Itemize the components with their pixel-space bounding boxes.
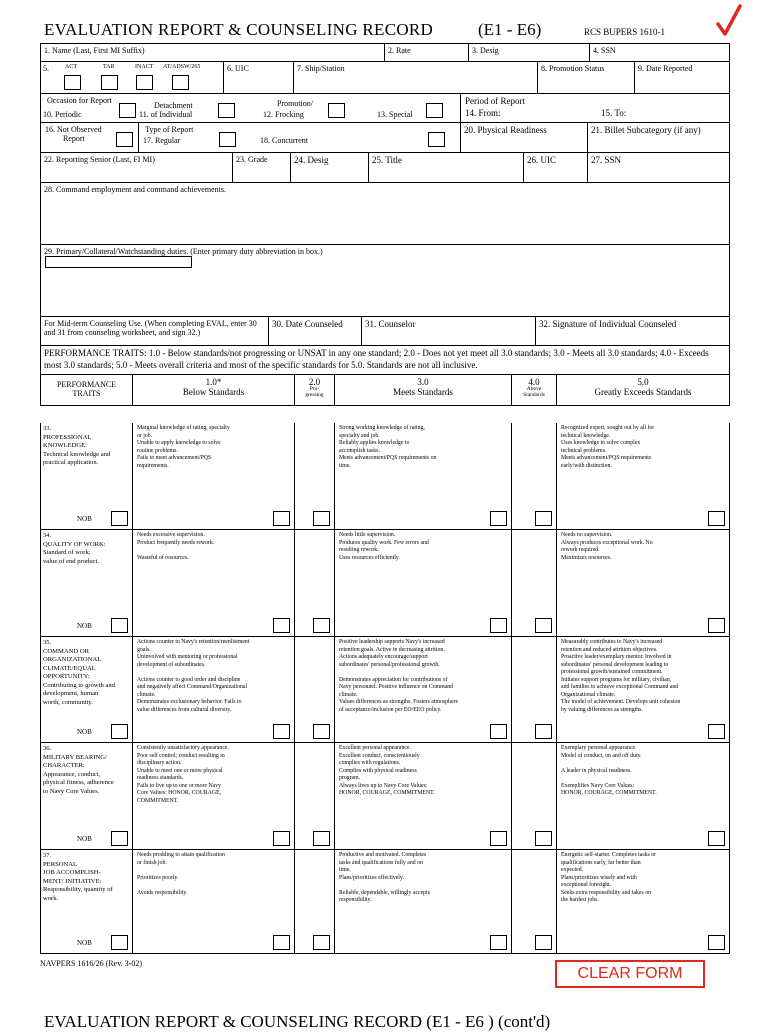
tar-label: TAR (103, 64, 115, 70)
atadsw-checkbox[interactable] (172, 75, 189, 90)
trait-grade-cell (511, 637, 556, 742)
trait-name: 34. QUALITY OF WORK: Standard of work; value of end product. (43, 532, 106, 565)
concurrent-checkbox[interactable] (428, 132, 445, 147)
below-standards-header (132, 375, 294, 405)
promotion-label-1: Promotion/ (277, 99, 314, 108)
trait-standard-text: Strong working knowledge of rating, specialty and job. Reliably applies knowledge to accomplish tasks. Meets advancement/PQS requirements on time. (339, 425, 437, 469)
midterm-note (41, 317, 268, 345)
physical-readiness-field[interactable] (460, 123, 587, 152)
grade-checkbox[interactable] (708, 618, 725, 633)
row-type (41, 123, 729, 153)
c4-num: 4.0 (528, 377, 540, 387)
nob-label: NOB (77, 515, 92, 523)
trait-grade-cell (132, 423, 294, 529)
date-reported-field[interactable] (634, 62, 729, 93)
uic-label: 6. UIC (227, 64, 249, 73)
reporting-senior-label: 22. Reporting Senior (Last, FI MI) (44, 155, 155, 164)
grade-checkbox[interactable] (273, 618, 290, 633)
grade-checkbox[interactable] (535, 935, 552, 950)
grade-checkbox[interactable] (708, 511, 725, 526)
detachment-label-2: 11. of Individual (139, 110, 193, 119)
row-reporting-senior (41, 153, 729, 183)
trait-grade-cell (511, 743, 556, 849)
signature-label: 32. Signature of Individual Counseled (539, 319, 677, 329)
occasion-label: Occasion for Report (47, 96, 112, 105)
desig-field[interactable] (468, 44, 589, 61)
trait-grade-cell (556, 423, 729, 529)
detachment-label-1: Detachment (154, 101, 193, 110)
row-occasion (41, 94, 729, 123)
trait-grade-cell (511, 423, 556, 529)
trait-standard-text: Excellent personal appearance. Excellent conduct, conscientiously complies with regulations. Complies with physical readiness program. Always lives up to Navy Core Values: HONOR, COURAGE, COMMITMENT. (339, 745, 435, 797)
grade-checkbox[interactable] (273, 511, 290, 526)
ssn-field[interactable] (589, 44, 729, 61)
billet-subcategory-label: 21. Billet Subcategory (if any) (591, 125, 701, 135)
c1-num: 1.0* (205, 377, 222, 387)
counselor-field[interactable] (361, 317, 535, 345)
traits-column-header (41, 375, 132, 405)
c4-label: Above Standards (523, 386, 545, 398)
form-title-code: (E1 - E6) (478, 20, 542, 39)
period-label: Period of Report (465, 96, 525, 106)
row-name (41, 44, 729, 62)
ship-station-field[interactable] (293, 62, 537, 93)
not-observed-label: 16. Not Observed (45, 125, 102, 134)
grade-checkbox[interactable] (273, 935, 290, 950)
date-counseled-label: 30. Date Counseled (272, 319, 343, 329)
special-label: 13. Special (377, 110, 413, 119)
trait-standard-text: Recognized expert, sought out by all for technical knowledge. Uses knowledge to solve complex technical problems. Meets advancement/PQS requirements early/with distinction. (561, 425, 655, 469)
trait-grade-cell (556, 850, 729, 953)
special-checkbox[interactable] (426, 103, 443, 118)
trait-standard-text: Consistently unsatisfactory appearance. Poor self control; conduct resulting in disciplinary action. Unable to meet one or more physical readiness standards. Fails to live up to one or more Navy Core Values: HONOR, COURAGE, COMMITMENT. (137, 745, 229, 804)
trait-standard-text: Needs prodding to attain qualification or finish job. Prioritizes poorly. Avoids responsibility. (137, 852, 225, 896)
trait-grade-cell (511, 850, 556, 953)
uic-field[interactable] (223, 62, 293, 93)
rs-uic-label: 26. UIC (527, 155, 556, 165)
trait-grade-cell (132, 530, 294, 636)
primary-duties-cell (41, 245, 729, 316)
row-counseling (41, 317, 729, 346)
grade-checkbox[interactable] (313, 935, 330, 950)
trait-name-cell (41, 423, 132, 529)
trait-row (41, 743, 729, 850)
regular-label: 17. Regular (143, 136, 181, 145)
grade-checkbox[interactable] (273, 724, 290, 739)
rate-field[interactable] (384, 44, 468, 61)
rcs-number: RCS BUPERS 1610-1 (584, 27, 666, 37)
trait-standard-text: Productive and motivated. Completes tasks and qualifications fully and on time. Plans/prioritizes effectively. Reliable, dependable, willingly accepts responsibility. (339, 852, 430, 904)
trait-standard-text: Marginal knowledge of rating, specialty or job. Unable to apply knowledge to solve routine problems. Fails to meet advancement/PQS requirements. (137, 425, 230, 469)
trait-standard-text: Energetic self-starter. Completes tasks or qualifications early, far better than expected. Plans/prioritizes wisely and with exceptional foresight. Seeks extra responsibility and takes on the hardest jobs. (561, 852, 657, 904)
promotion-label-2: 12. Frocking (263, 110, 304, 119)
performance-legend-text: PERFORMANCE TRAITS: 1.0 - Below standards/not progressing or UNSAT in any one standard; 2.0 - Does not yet meet all 3.0 standards; 3.0 - Meets all 3.0 standards; 4.0 - Exceeds most 3.0 standards; 5.0 - Meets overall criteria and most of the specific standards for 5.0. Standards are not all inclusive. (44, 348, 709, 370)
nob-checkbox[interactable] (111, 831, 128, 846)
ship-station-label: 7. Ship/Station (297, 64, 345, 73)
c3-num: 3.0 (417, 377, 429, 387)
trait-grade-cell (556, 637, 729, 742)
rs-desig-label: 24. Desig (294, 155, 329, 165)
grade-checkbox[interactable] (708, 724, 725, 739)
trait-grade-cell (294, 850, 334, 953)
physical-readiness-label: 20. Physical Readiness (464, 125, 547, 135)
next-page-title: EVALUATION REPORT & COUNSELING RECORD (E1 - E6 ) (cont'd) (44, 1012, 551, 1031)
periodic-checkbox[interactable] (119, 103, 136, 118)
not-observed-checkbox[interactable] (116, 132, 133, 147)
trait-name-cell (41, 637, 132, 742)
from-label: 14. From: (465, 108, 501, 118)
midterm-label: For Mid-term Counseling Use. (When completing EVAL, enter 30 and 31 from counseling worksheet, and sign 32.) (44, 319, 257, 338)
grade-checkbox[interactable] (490, 724, 507, 739)
promotion-status-label: 8. Promotion Status (541, 64, 605, 73)
detachment-checkbox[interactable] (218, 103, 235, 118)
c5-label: Greatly Exceeds Standards (594, 387, 692, 397)
primary-duty-abbrev-box[interactable] (45, 256, 192, 268)
c3-label: Meets Standards (393, 387, 453, 397)
trait-header-row (41, 375, 729, 406)
trait-row (41, 850, 729, 953)
progressing-header (294, 375, 334, 405)
trait-grade-cell (334, 637, 511, 742)
trait-grade-cell (511, 530, 556, 636)
grade-checkbox[interactable] (490, 511, 507, 526)
meets-standards-header (334, 375, 511, 405)
trait-name: 37. PERSONAL JOB ACCOMPLISH- MENT/ INITIATIVE: Responsibility, quantity of work. (43, 852, 113, 902)
inact-checkbox[interactable] (136, 75, 153, 90)
trait-grade-cell (334, 743, 511, 849)
nob-label: NOB (77, 939, 92, 947)
grade-checkbox[interactable] (313, 618, 330, 633)
trait-grade-cell (294, 423, 334, 529)
nob-label: NOB (77, 835, 92, 843)
trait-name: 35. COMMAND OR ORGANIZATIONAL CLIMATE/EQUAL OPPORTUNITY: Contributing to growth and development, human worth, community. (43, 639, 115, 706)
to-label: 15. To: (601, 108, 627, 118)
grade-checkbox[interactable] (490, 831, 507, 846)
trait-standard-text: Measurably contributes to Navy's increased retention and reduced attrition objectives. Proactive leader/exemplary mentor. Involved in subordinates' personal development leading to professional growth/sustained commitment. Initiates support programs for military, civilian, and families to achieve exceptional Command and Organizational climate. The model of achievement. Develops unit cohesion by valuing differences as strengths. (561, 639, 681, 713)
rs-title-field[interactable] (368, 153, 523, 182)
command-employment-field[interactable] (41, 183, 729, 245)
nob-checkbox[interactable] (111, 724, 128, 739)
primary-duties-label: 29. Primary/Collateral/Watchstanding duties. (Enter primary duty abbreviation in box.) (44, 247, 323, 256)
grade-checkbox[interactable] (708, 935, 725, 950)
trait-grade-cell (294, 743, 334, 849)
date-reported-label: 9. Date Reported (638, 64, 693, 73)
grade-checkbox[interactable] (313, 511, 330, 526)
reporting-senior-field[interactable] (41, 153, 232, 182)
act-checkbox[interactable] (64, 75, 81, 90)
trait-row (41, 637, 729, 743)
trait-standard-text: Exemplary personal appearance. Model of conduct, on and off duty. A leader in physical readiness. Exemplifies Navy Core Values: HONOR, COURAGE, COMMITMENT. (561, 745, 657, 797)
rs-ssn-label: 27. SSN (591, 155, 622, 165)
rs-desig-field[interactable] (290, 153, 368, 182)
trait-standard-text: Needs little supervision. Produces quality work. Few errors and resulting rework. Uses resources efficiently. (339, 532, 429, 561)
type-of-report (138, 123, 460, 152)
grade-checkbox[interactable] (708, 831, 725, 846)
not-observed-report-label: Report (63, 134, 85, 143)
duty-status-label: 5. (43, 64, 49, 73)
name-field[interactable] (41, 44, 384, 61)
greatly-exceeds-header (556, 375, 729, 405)
nob-checkbox[interactable] (111, 935, 128, 950)
c5-num: 5.0 (637, 377, 649, 387)
grade-checkbox[interactable] (313, 724, 330, 739)
red-check-icon (716, 4, 742, 38)
grade-checkbox[interactable] (535, 724, 552, 739)
nob-checkbox[interactable] (111, 511, 128, 526)
clear-form-button[interactable]: CLEAR FORM (555, 960, 705, 988)
promotion-status-field[interactable] (537, 62, 634, 93)
traits-header-2: TRAITS (72, 389, 101, 398)
ssn-label: 4. SSN (593, 46, 616, 55)
frocking-checkbox[interactable] (328, 103, 345, 118)
trait-grade-cell (294, 530, 334, 636)
periodic-label: 10. Periodic (43, 110, 82, 119)
counselor-label: 31. Counselor (365, 319, 416, 329)
primary-duties-field[interactable] (41, 245, 729, 317)
occasion-for-report (41, 94, 460, 122)
trait-standard-text: Needs excessive supervision. Product frequently needs rework. Wasteful of resources. (137, 532, 215, 561)
trait-name-cell (41, 743, 132, 849)
c2-num: 2.0 (308, 377, 321, 387)
grade-checkbox[interactable] (490, 618, 507, 633)
c2-label: Pro- gressing (305, 386, 324, 398)
above-standards-header (511, 375, 556, 405)
concurrent-label: 18. Concurrent (260, 136, 308, 145)
rs-title-label: 25. Title (372, 155, 403, 165)
nob-label: NOB (77, 622, 92, 630)
trait-grade-cell (132, 637, 294, 742)
trait-grade-cell (556, 743, 729, 849)
period-of-report[interactable] (460, 94, 729, 122)
admin-blocks (40, 43, 730, 406)
form-number: NAVPERS 1616/26 (Rev. 3-02) (40, 959, 143, 968)
not-observed (41, 123, 138, 152)
act-label: ACT (65, 64, 77, 70)
name-label: 1. Name (Last, First MI Suffix) (44, 46, 145, 55)
trait-row (41, 423, 729, 530)
regular-checkbox[interactable] (219, 132, 236, 147)
grade-field[interactable] (232, 153, 290, 182)
type-of-report-label: Type of Report (145, 125, 194, 134)
grade-checkbox[interactable] (313, 831, 330, 846)
command-employment-cell (41, 183, 729, 244)
desig-label: 3. Desig (472, 46, 499, 55)
trait-grade-cell (556, 530, 729, 636)
grade-checkbox[interactable] (535, 618, 552, 633)
trait-grade-cell (132, 850, 294, 953)
trait-standard-text: Needs no supervision. Always produces exceptional work. No rework required. Maximizes resources. (561, 532, 653, 561)
c1-label: Below Standards (182, 387, 245, 397)
trait-row (41, 530, 729, 637)
nob-label: NOB (77, 728, 92, 736)
duty-status (41, 62, 223, 93)
performance-traits-legend (41, 346, 729, 375)
rs-uic-field[interactable] (523, 153, 587, 182)
form-title: EVALUATION REPORT & COUNSELING RECORD (44, 20, 434, 39)
grade-checkbox[interactable] (535, 511, 552, 526)
trait-name: 33. PROFESSIONAL KNOWLEDGE: Technical knowledge and practical application. (43, 425, 111, 467)
trait-grade-cell (294, 637, 334, 742)
nob-checkbox[interactable] (111, 618, 128, 633)
command-employment-label: 28. Command employment and command achievements. (44, 185, 226, 194)
signature-field[interactable] (535, 317, 729, 345)
atadsw-label: AT/ADSW/265 (163, 64, 201, 70)
trait-standard-text: Positive leadership supports Navy's increased retention goals. Active in decreasing attrition. Actions adequately encourage/support subordinates' personal/professional growth. Demonstrates appreciation for contributions of Navy personnel. Positive influence on Command climate. Values differences as strengths. Fosters atmosphere of acceptance/inclusion per EO/EEO policy. (339, 639, 459, 713)
tar-checkbox[interactable] (101, 75, 118, 90)
trait-name-cell (41, 850, 132, 953)
trait-grade-cell (132, 743, 294, 849)
trait-name: 36. MILITARY BEARING/ CHARACTER: Appearance, conduct, physical fitness, adherence to Navy Core Values. (43, 745, 114, 795)
rate-label: 2. Rate (388, 46, 411, 55)
grade-checkbox[interactable] (273, 831, 290, 846)
trait-grade-cell (334, 850, 511, 953)
rs-ssn-field[interactable] (587, 153, 729, 182)
row-status (41, 62, 729, 94)
inact-label: INACT (135, 64, 154, 70)
grade-label: 23. Grade (236, 155, 268, 164)
trait-rows (40, 423, 730, 954)
trait-standard-text: Actions counter to Navy's retention/reenlistment goals. Uninvolved with mentoring or professional development of subordinates. Actions counter to good order and discipline and negatively affect Command/Organizational climate. Demonstrates exclusionary behavior. Fails to value differences from cultural diversity. (137, 639, 250, 713)
billet-subcategory-field[interactable] (587, 123, 729, 152)
trait-grade-cell (334, 423, 511, 529)
grade-checkbox[interactable] (535, 831, 552, 846)
date-counseled-field[interactable] (268, 317, 361, 345)
grade-checkbox[interactable] (490, 935, 507, 950)
traits-header-1: PERFORMANCE (56, 380, 117, 389)
trait-name-cell (41, 530, 132, 636)
trait-grade-cell (334, 530, 511, 636)
